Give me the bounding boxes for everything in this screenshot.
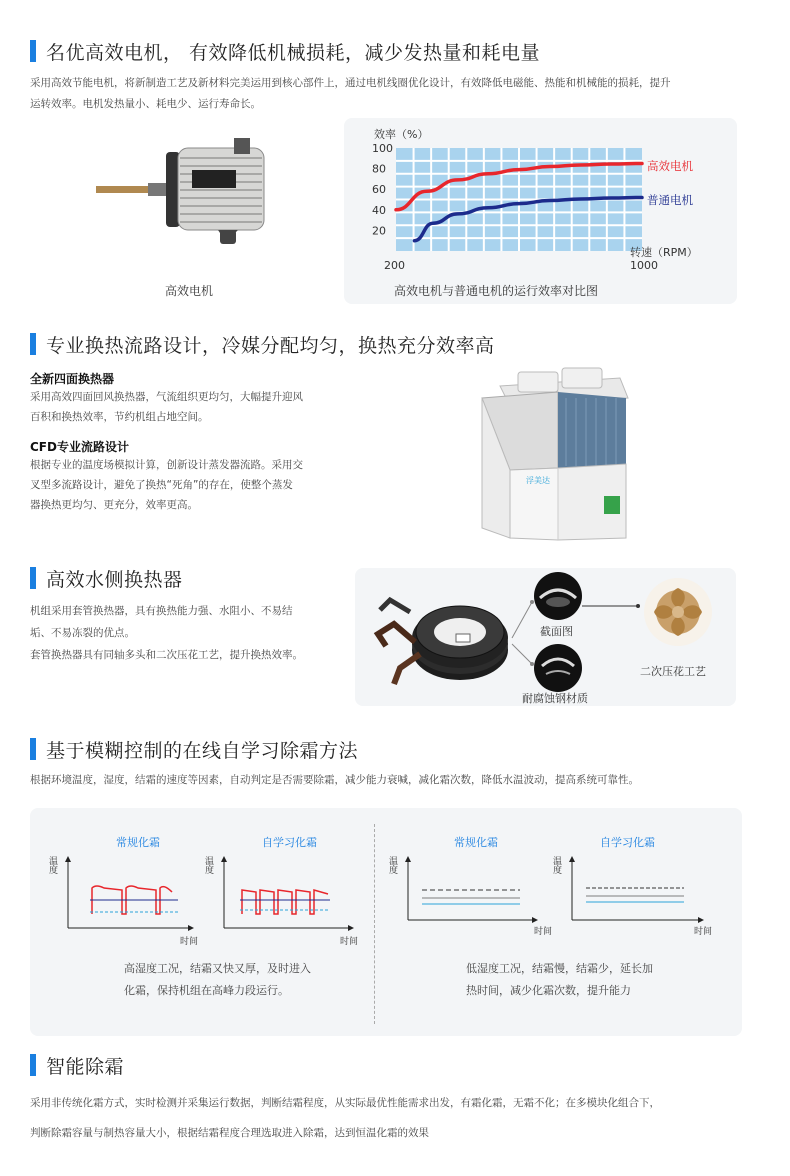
motor-caption: 高效电机: [165, 284, 214, 298]
sub1-title: 全新四面换热器: [30, 372, 115, 386]
chart-xlabel: 转速（RPM）: [630, 246, 698, 259]
right-chart2-xlabel: 时间: [694, 927, 713, 937]
section5-line1: 采用非传统化霜方式，实时检测并采集运行数据，判断结霜程度，从实际最优性能需求出发，有霜化霜，无霜不化；在多模块化组合下，: [30, 1097, 660, 1109]
label-corrosion-steel: 耐腐蚀钢材质: [522, 692, 588, 705]
section2-bar: [30, 333, 36, 355]
label-section-view: 截面图: [540, 625, 573, 638]
left-desc-line1: 高湿度工况，结霜又快又厚，及时进入: [124, 962, 311, 975]
chart-x-tick-label: 1000: [630, 259, 658, 272]
chart-caption: 高效电机与普通电机的运行效率对比图: [394, 284, 599, 298]
defrost-charts: [30, 808, 742, 1036]
right-chart-selflearn: [551, 835, 712, 937]
section3-line3: 套管换热器具有同轴多头和二次压花工艺，提升换热效率。: [30, 649, 303, 661]
section1-para-line2: 运转效率。电机发热量小、耗电少、运行寿命长。: [30, 98, 261, 110]
motor-image: [88, 130, 288, 260]
left-chart-conventional: [47, 835, 198, 947]
sub2-line2: 叉型多流路设计，避免了换热“死角”的存在，使整个蒸发: [30, 479, 293, 491]
section4-para: 根据环境温度，湿度，结霜的速度等因素，自动判定是否需要除霜，减少能力衰喊，减化霜次数，降低水温波动，提高系统可靠性。: [30, 774, 639, 786]
sub1-line1: 采用高效四面回风换热器，气流组织更均匀，大幅提升迎风: [30, 391, 303, 403]
right-desc-line1: 低湿度工况，结霜慢，结霜少，延长加: [466, 962, 653, 975]
section3-line1: 机组采用套管换热器，具有换热能力强、水阻小、不易结: [30, 605, 293, 617]
right-chart2-title: 自学习化霜: [600, 836, 655, 849]
section3-title: 高效水侧换热器: [46, 569, 183, 591]
left-chart2-title: 自学习化霜: [262, 836, 317, 849]
efficiency-chart: [344, 118, 737, 304]
right-chart-conventional: [387, 835, 552, 937]
chart-y-tick-label: 20: [372, 224, 386, 238]
section5-title: 智能除霜: [46, 1056, 125, 1078]
section5-bar: [30, 1054, 36, 1076]
label-emboss-process: 二次压花工艺: [640, 665, 706, 678]
left-chart-selflearn: [203, 835, 358, 947]
section4-title: 基于模糊控制的在线自学习除霜方法: [46, 740, 359, 762]
sub2-line3: 器换热更均匀、更充分，效率更高。: [30, 499, 198, 511]
section1-para-line1: 采用高效节能电机，将新制造工艺及新材料完美运用到核心部件上，通过电机线圈优化设计，有效降低电磁能、热能和机械能的损耗，提升: [30, 77, 671, 89]
left-chart2-xlabel: 时间: [340, 937, 359, 947]
chart-ylabel: 效率（%）: [374, 128, 429, 141]
chart-x-ticks: [384, 259, 658, 272]
right-desc-line2: 热时间，减少化霜次数，提升能力: [466, 984, 631, 997]
section1-title: 名优高效电机， 有效降低机械损耗，减少发热量和耗电量: [46, 42, 541, 64]
left-chart1-title: 常规化霜: [116, 836, 160, 849]
right-chart1-ylabel: 温度: [387, 856, 397, 874]
sub2-title: CFD专业流路设计: [30, 440, 129, 454]
chart-y-tick-label: 60: [372, 183, 386, 197]
section4-bar: [30, 738, 36, 760]
chart-y-ticks: [372, 142, 393, 237]
right-chart1-xlabel: 时间: [534, 927, 553, 937]
section3-line2: 垢、不易冻裂的优点。: [30, 627, 135, 639]
section2-title: 专业换热流路设计，冷媒分配均匀，换热充分效率高: [46, 335, 495, 357]
left-chart2-ylabel: 温度: [203, 856, 213, 874]
left-desc-line2: 化霜，保持机组在高峰力段运行。: [124, 984, 289, 997]
right-chart2-ylabel: 温度: [551, 856, 561, 874]
left-chart1-xlabel: 时间: [180, 937, 199, 947]
chart-y-tick-label: 40: [372, 203, 386, 217]
chart-y-tick-label: 80: [372, 162, 386, 176]
section5-line2: 判断除霜容量与制热容量大小，根据结霜程度合理选取进入除霜，达到恒温化霜的效果: [30, 1127, 429, 1139]
sub1-line2: 百积和换热效率，节约机组占地空间。: [30, 411, 209, 423]
chart-y-tick-label: 100: [372, 142, 393, 155]
left-chart1-ylabel: 温度: [47, 856, 57, 874]
section1-bar: [30, 40, 36, 62]
heat-pump-unit-image: [470, 358, 640, 548]
legend-normal: 普通电机: [647, 193, 693, 207]
unit-brand-logo: 浮美达: [526, 476, 550, 485]
chart-x-tick-label: 200: [384, 259, 405, 272]
sub2-line1: 根据专业的温度场模拟计算，创新设计蒸发器流路。采用交: [30, 459, 303, 471]
right-chart1-title: 常规化霜: [454, 836, 498, 849]
legend-high-eff: 高效电机: [647, 159, 693, 173]
section3-bar: [30, 567, 36, 589]
